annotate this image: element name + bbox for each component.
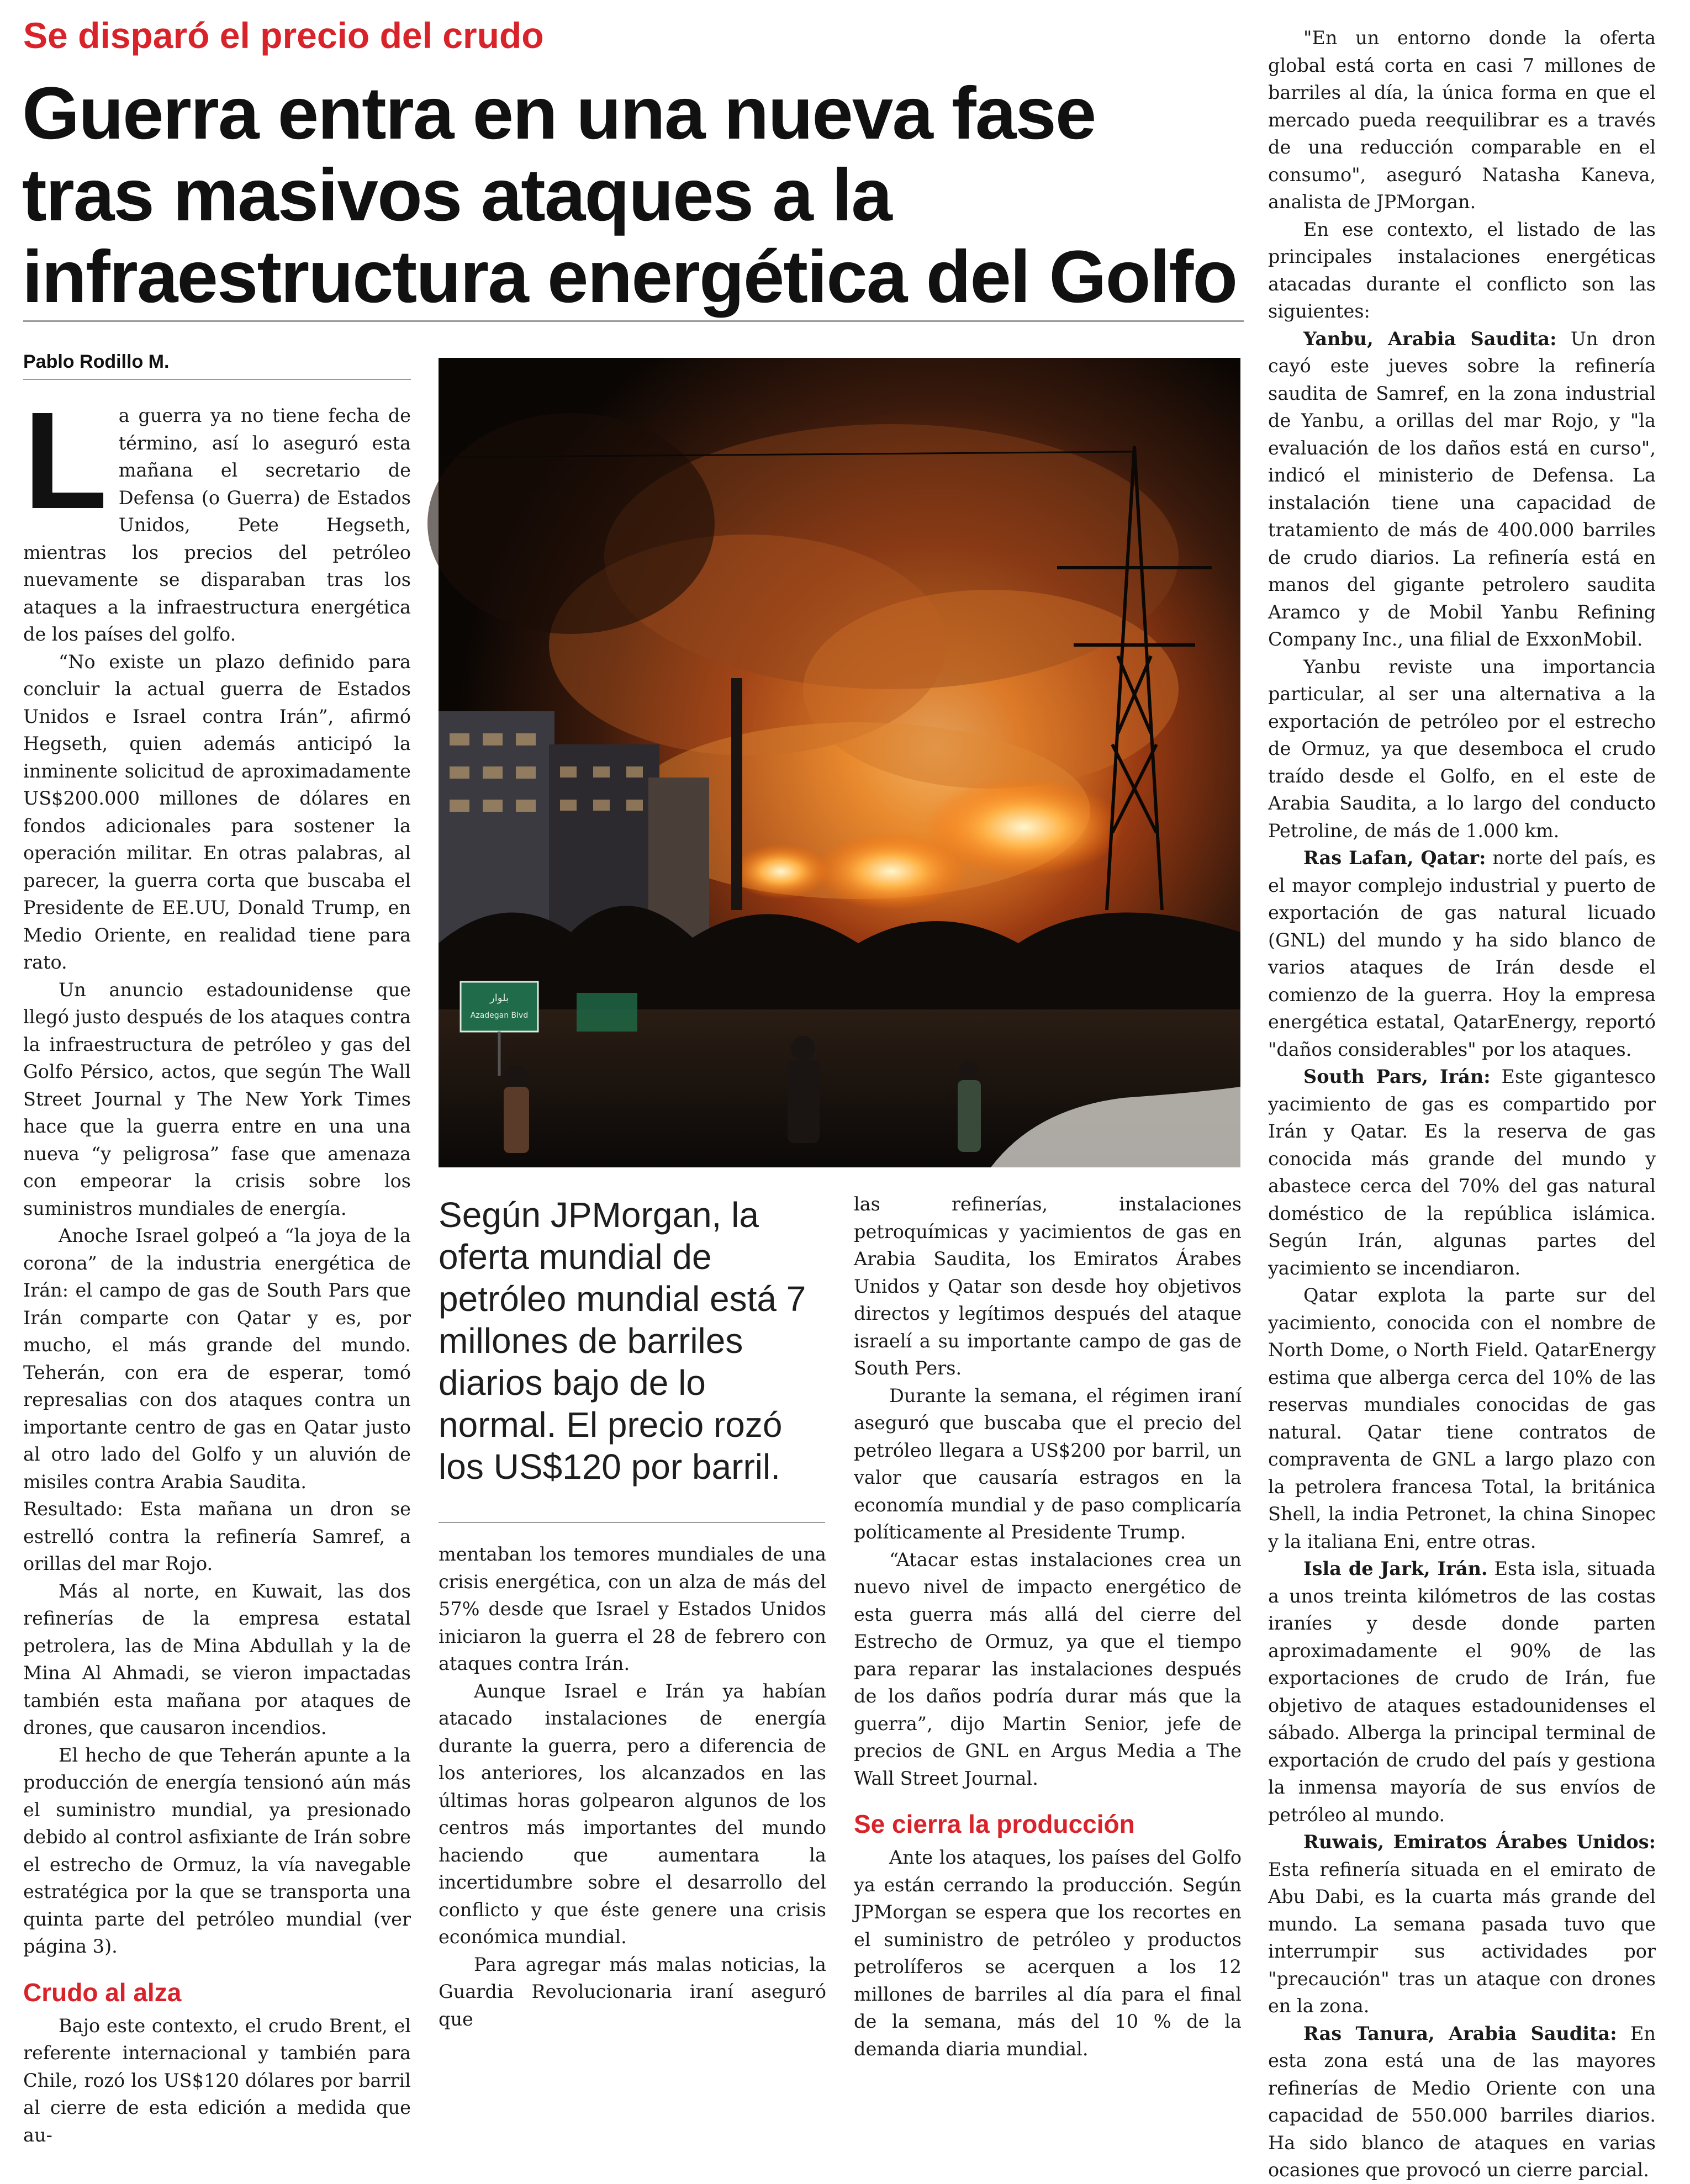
article-column-2 <box>439 1541 826 2030</box>
headline-rule <box>23 320 1244 322</box>
subhead-produccion: Se cierra la producción <box>854 1810 1135 1838</box>
list-item-yanbu: Yanbu, Arabia Saudita: Un dron cayó este jueves sobre la refinería saudita de Samref, en la zona industrial de Yanbu, a orillas del mar Rojo, y "la evaluación de los daños está en curso", indicó el ministerio de Defensa. La instalación tiene una capacidad de tratamiento de más de 400.000 barriles de crudo diarios. La refinería está en manos del gigante petrolero saudita Aramco y de Mobil Yanbu Refining Company Inc., una filial de ExxonMobil. <box>1268 327 1656 650</box>
news-photo <box>439 358 1240 1167</box>
lede-paragraph: La guerra ya no tiene fecha de término, así lo aseguró esta mañana el secretario de Defensa (o Guerra) de Estados Unidos, Pete Hegseth, mientras los precios del petróleo nuevamente se disparaban tras los ataques a la infraestructura energética de los países del golfo. <box>23 383 411 645</box>
subhead-crudo: Crudo al alza <box>23 1977 182 2007</box>
list-item-ruwais: Ruwais, Emiratos Árabes Unidos: Esta refinería situada en el emirato de Abu Dabi, es la cuarta más grande del mundo. La semana pasada tuvo que interrumpir sus actividades por "precaución" tras un ataque con drones en la zona. <box>1268 1831 1656 2017</box>
road-sign-line2: Azadegan Blvd <box>470 1011 529 1020</box>
paragraph: Aunque Israel e Irán ya habían atacado instalaciones de energía durante la guerra, pero a diferencia de los anteriores, los alcanzados en las últimas horas golpearon algunos de los centros más importantes del mundo haciendo que aumentara la incertidumbre sobre el desarrollo del conflicto y que éste genere una crisis económica mundial. <box>439 1680 826 1948</box>
byline: Pablo Rodillo M. <box>23 351 170 372</box>
road-sign-line1: بلوار <box>490 992 509 1004</box>
paragraph: mentaban los temores mundiales de una crisis energética, con un alza de más del 57% desde que Israel y Estados Unidos iniciaron la guerra el 28 de febrero con ataques contra Irán. <box>439 1543 826 1674</box>
pull-quote-rule <box>439 1522 825 1523</box>
paragraph: Ante los ataques, los países del Golfo ya están cerrando la producción. Según JPMorgan se espera que los recortes en el suministro de petróleo y productos petrolíferos se acerquen a los 12 millones de barriles al día para el final de la semana, más del 10 % de la demanda diaria mundial. <box>854 1847 1242 2060</box>
list-item-ras-tanura: Ras Tanura, Arabia Saudita: En esta zona está una de las mayores refinerías de Medio Oriente con una capacidad de 550.000 barriles diarios. Ha sido blanco de ataques en varias ocasiones que provocó un cierre parcial. <box>1268 2022 1656 2181</box>
paragraph: Resultado: Esta mañana un dron se estrelló contra la refinería Samref, a orillas del mar Rojo. <box>23 1498 411 1574</box>
paragraph: “No existe un plazo definido para concluir la actual guerra de Estados Unidos e Israel contra Irán”, afirmó Hegseth, quien además anticipó la inminente solicitud de aproximadamente US$200.000 millones de dólares en fondos adicionales para sostener la operación militar. En otras palabras, al parecer, la guerra corta que buscaba el Presidente de EE.UU, Donald Trump, en Medio Oriente, en realidad tiene para rato. <box>23 651 411 973</box>
pull-quote: Según JPMorgan, la oferta mundial de petróleo mundial está 7 millones de barriles diarios bajo de lo normal. El precio rozó los US$120 por barril. <box>439 1195 806 1487</box>
byline-rule <box>23 379 411 380</box>
article-column-1 <box>23 383 411 2146</box>
paragraph: Durante la semana, el régimen iraní aseguró que buscaba que el precio del petróleo llegara a US$200 por barril, un valor que causaría estragos en la economía mundial y de paso complicaría políticamente al Presidente Trump. <box>854 1384 1242 1543</box>
paragraph: Para agregar más malas noticias, la Guardia Revolucionaria iraní aseguró que <box>439 1953 826 2030</box>
list-item-isla-de-jark: Isla de Jark, Irán. Esta isla, situada a unos treinta kilómetros de las costas iraníes y desde donde parten aproximadamente el 90% de las exportaciones de crudo de Irán, fue objetivo de ataques estadounidenses el sábado. Alberga la principal terminal de exportación de crudo del país y gestiona la inmensa mayoría de sus envíos de petróleo al mundo. <box>1268 1558 1656 1826</box>
paragraph: En ese contexto, el listado de las principales instalaciones energéticas atacadas durante el conflicto son las siguientes: <box>1268 218 1656 322</box>
paragraph: las refinerías, instalaciones petroquímicas y yacimientos de gas en Arabia Saudita, los Emiratos Árabes Unidos y Qatar son desde hoy objetivos directos y legítimos después del ataque israelí a su importante campo de gas de South Pers. <box>854 1193 1242 1379</box>
list-item-south-pars: South Pars, Irán: Este gigantesco yacimiento de gas es compartido por Irán y Qatar. Es la reserva de gas conocida más grande del mundo y abastece cerca del 70% del gas natural doméstico de la república islámica. Según Irán, algunas partes del yacimiento se incendiaron. <box>1268 1066 1656 1279</box>
paragraph: Bajo este contexto, el crudo Brent, el referente internacional y también para Chile, rozó los US$120 dólares por barril al cierre de esta edición a medida que au- <box>23 2014 411 2146</box>
paragraph: "En un entorno donde la oferta global está corta en casi 7 millones de barriles al día, la única forma en que el mercado pueda reequilibrar es a través de una reducción comparable en el consumo", aseguró Natasha Kaneva, analista de JPMorgan. <box>1268 27 1656 213</box>
paragraph: Más al norte, en Kuwait, las dos refinerías de la empresa estatal petrolera, las de Mina Abdullah y la de Mina Al Ahmadi, se vieron impactadas también esta mañana por ataques de drones, que causaron incendios. <box>23 1580 411 1738</box>
paragraph: El hecho de que Teherán apunte a la producción de energía tensionó aún más el suministro mundial, ya presionado debido al control asfixiante de Irán sobre el estrecho de Ormuz, la vía navegable estratégica por la que se transporta una quinta parte del petróleo mundial (ver página 3). <box>23 1744 411 1957</box>
list-item-ras-lafan: Ras Lafan, Qatar: norte del país, es el mayor complejo industrial y puerto de exportación de gas natural licuado (GNL) del mundo y ha sido blanco de varios ataques de Irán desde el comienzo de la guerra. Hoy la empresa energética estatal, QatarEnergy, reportó "daños considerables" por los ataques. <box>1268 847 1656 1060</box>
article-column-3 <box>854 1191 1242 2060</box>
kicker: Se disparó el precio del crudo <box>23 15 544 56</box>
paragraph: Qatar explota la parte sur del yacimiento, conocida con el nombre de North Dome, o North Field. QatarEnergy estima que alberga cerca del 10% de las reservas mundiales conocidas de gas natural. Qatar tiene contratos de compraventa de GNL a largo plazo con la petrolera francesa Total, la británica Shell, la india Petronet, la china Sinopec y la italiana Eni, entre otras. <box>1268 1284 1656 1552</box>
article-column-4 <box>1268 24 1656 2181</box>
drop-cap: L <box>23 383 108 537</box>
headline: Guerra entra en una nueva fase tras masivos ataques a la infraestructura energética del Golfo <box>22 72 1237 318</box>
paragraph: Anoche Israel golpeó a “la joya de la corona” de la industria energética de Irán: el campo de gas de South Pars que Irán comparte con Qatar y es, por mucho, el más grande del mundo. Teherán, con era de esperar, tomó represalias con dos ataques contra un importante centro de gas en Qatar justo al otro lado del Golfo y un aluvión de misiles contra Arabia Saudita. <box>23 1225 411 1493</box>
paragraph: Un anuncio estadounidense que llegó justo después de los ataques contra la infraestructura de petróleo y gas del Golfo Pérsico, actos, que según The Wall Street Journal y The New York Times hace que la guerra entre en una una nueva “y peligrosa” fase que amenaza con empeorar la crisis sobre los suministros mundiales de energía. <box>23 979 411 1219</box>
paragraph: Yanbu reviste una importancia particular, al ser una alternativa a la exportación de petróleo por el estrecho de Ormuz, ya que desemboca el crudo traído desde el Golfo, en el este de Arabia Saudita, a lo largo del conducto Petroline, de más de 1.000 km. <box>1268 655 1656 842</box>
paragraph: “Atacar estas instalaciones crea un nuevo nivel de impacto energético de esta guerra más allá del cierre del Estrecho de Ormuz, ya que el tiempo para reparar las instalaciones después de los daños podría durar más que la guerra”, dijo Martin Senior, jefe de precios de GNL en Argus Media a The Wall Street Journal. <box>854 1548 1242 1789</box>
refinery-fire-photo <box>439 358 1240 1167</box>
